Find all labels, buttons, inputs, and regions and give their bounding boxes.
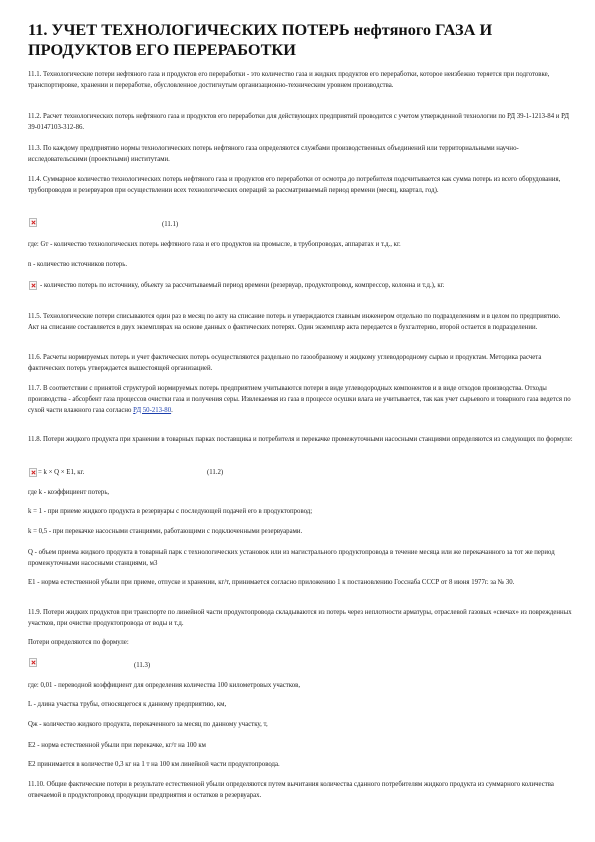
paragraph-11-10: 11.10. Общие фактические потери в результате естественной убыли определяются путем вычитания количества сданного потребителям жидкого продукта из суммарного количества отвечаемой в продуктопровод продукции предприятия и остатков в резервуарах. xyxy=(28,781,554,799)
page-title: 11. УЧЕТ ТЕХНОЛОГИЧЕСКИХ ПОТЕРЬ нефтяного ГАЗА И ПРОДУКТОВ ЕГО ПЕРЕРАБОТКИ xyxy=(28,20,493,59)
paragraph-11-3: 11.3. По каждому предприятию нормы технологических потерь нефтяного газа определяются службами производственных объединений или территориальными научно-исследовательскими (проектными) институтами. xyxy=(28,145,519,163)
paragraph-losses-formula: Потери определяются по формуле: xyxy=(28,639,129,646)
paragraph-11-7-text: 11.7. В соответствии с принятой структурой нормируемых потерь предприятием учитываются потери в виде углеводородных компонентов и в виде отходов производства. Отходы производства - абсорбент газа процессов очистки газа и получения серы. Извлекаемая из газа в процессе осушки влага не учитывается, так как учет сырьевого и товарного газа ведется по сухой части влажного газа согласно xyxy=(28,385,571,414)
paragraph-11-7 xyxy=(28,384,573,416)
paragraph-11-8: 11.8. Потери жидкого продукта при хранении в товарных парках поставщика и потребителя и перекачке промежуточными насосными станциями определяются из следующих по формуле: xyxy=(28,436,573,443)
paragraph-coef-definition: где: 0,01 - переводной коэффициент для определения количества 100 километровых участков, xyxy=(28,682,301,689)
paragraph-11-6: 11.6. Расчеты нормируемых потерь и учет фактических потерь осуществляются раздельно по газообразному и жидкому углеводородному сырью и продуктам. Методика расчета фактических потерь утверждается вышестоящей организацией. xyxy=(28,354,542,372)
paragraph-11-1: 11.1. Технологические потери нефтяного газа и продуктов его переработки - это количество газа и жидких продуктов его переработки, которое неизбежно теряется при подготовке, транспортировке, хранении и переработке, обусловленное достигнутым организационно-техническим уровнем производства. xyxy=(28,71,550,89)
paragraph-e2-value: E2 принимается в количестве 0,3 кг на 1 т на 100 км линейной части продуктопровода. xyxy=(28,761,280,768)
paragraph-gt-definition: где: Gт - количество технологических потерь нефтяного газа и его продуктов на промысле, в трубопроводах, аппаратах и т.д., кг. xyxy=(28,241,401,248)
broken-image-icon xyxy=(29,281,37,290)
equation-number: (11.3) xyxy=(134,662,151,669)
equation-2-text: = k × Q × E1, кг. xyxy=(38,469,85,476)
paragraph-qzh-definition: Qж - количество жидкого продукта, перекаченного за месяц по данному участку, т, xyxy=(28,721,268,728)
paragraph-k05-definition: k = 0,5 - при перекачке насосными станциями, работающими с подключенными резервуарами. xyxy=(28,528,303,535)
paragraph-gi-definition: - количество потерь по источнику, объекту за рассчитываемый период времени (резервуар, продуктопровод, компрессор, колонна и т.д.), кг. xyxy=(40,282,445,289)
paragraph-11-7-end: . xyxy=(171,406,173,414)
paragraph-11-4: 11.4. Суммарное количество технологических потерь нефтяного газа и продуктов его переработки от осмотра до потребителя подсчитывается как сумма потерь из всего оборудования, трубопроводов и резервуаров при осуществлении всех технологических операций за рассматриваемый период времени (месяц, квартал, год). xyxy=(28,176,561,194)
rd-link[interactable]: РД 50-213-80 xyxy=(133,406,172,414)
paragraph-11-5: 11.5. Технологические потери списываются один раз в месяц по акту на списание потерь и утверждаются главным инженером отдельно по подразделениям и в целом по предприятию. Акт на списание составляется в двух экземплярах на основе данных о фактических потерях. Один экземпляр акта передается в бухгалтерию, второй остается в подразделении. xyxy=(28,313,561,331)
paragraph-e2-definition: E2 - норма естественной убыли при перекачке, кг/т на 100 км xyxy=(28,742,206,749)
equation-number: (11.2) xyxy=(207,469,224,476)
paragraph-n-definition: n - количество источников потерь. xyxy=(28,261,128,268)
paragraph-k1-definition: k = 1 - при приеме жидкого продукта в резервуары с последующей подачей его в продуктопровод; xyxy=(28,508,313,515)
paragraph-q-definition: Q - объем приема жидкого продукта в товарный парк с технологических установок или из магистрального продуктопровода в течение месяца или же перекачанного за тот же период промежуточными насосными станциями, м3 xyxy=(28,549,555,567)
broken-image-icon xyxy=(29,468,37,477)
paragraph-k-definition: где k - коэффициент потерь, xyxy=(28,489,110,496)
equation-number: (11.1) xyxy=(162,221,179,228)
paragraph-11-2: 11.2. Расчет технологических потерь нефтяного газа и продуктов его переработки для действующих предприятий проводится с учетом утвержденной технологии по РД 39-1-1213-84 и РД 39-0147103-312-86. xyxy=(28,113,570,131)
paragraph-l-definition: L - длина участка трубы, относящегося к данному предприятию, км, xyxy=(28,701,227,708)
broken-image-icon xyxy=(29,658,37,667)
paragraph-11-9: 11.9. Потери жидких продуктов при транспорте по линейной части продуктопровода складываются из потерь через неплотности арматуры, отраслевой газовых «свечах» из поврежденных участков, при очистке продуктопровода от воды и т.д. xyxy=(28,609,572,627)
paragraph-e1-definition: E1 - норма естественной убыли при приеме, отпуске и хранении, кг/т, принимается согласно приложению 1 к постановлению Госснаба СССР от 8 июня 1977г. за № 30. xyxy=(28,579,515,586)
broken-image-icon xyxy=(29,218,37,227)
